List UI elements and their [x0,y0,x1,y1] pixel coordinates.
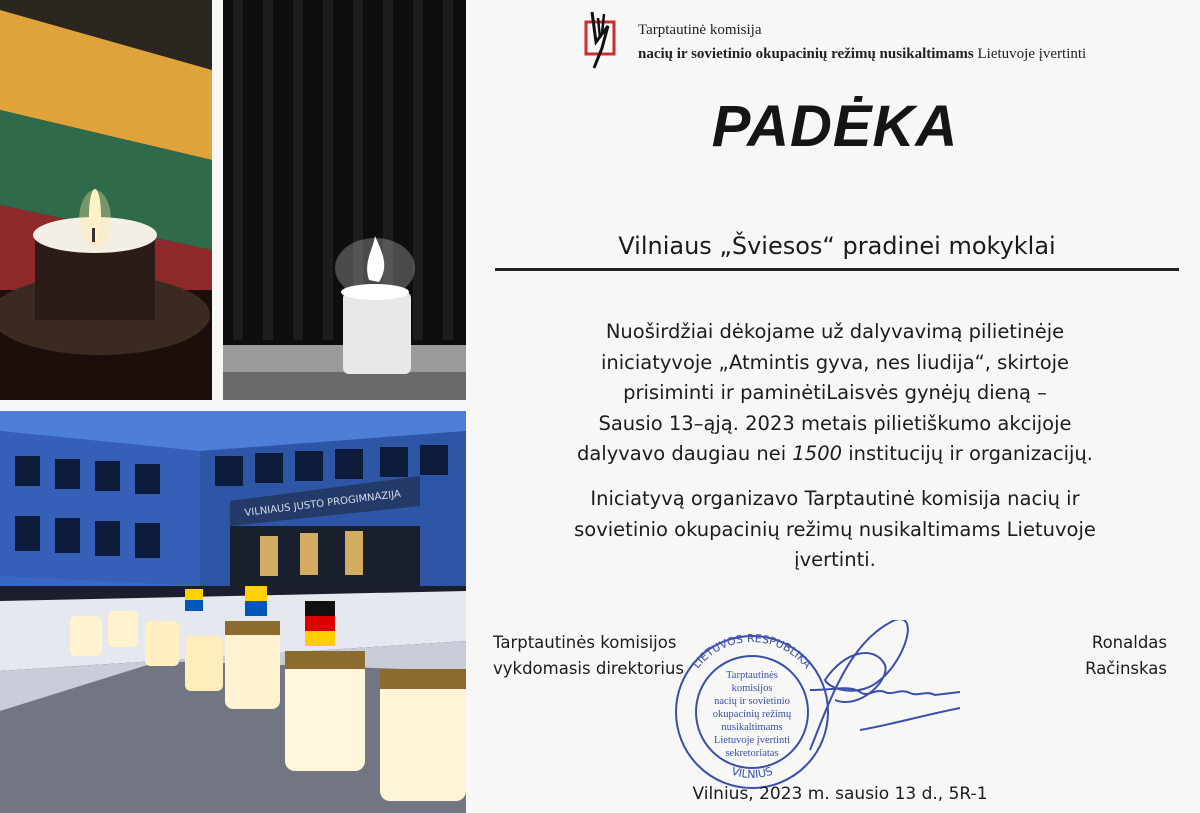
paragraph-text: dalyvavo daugiau nei [576,442,793,465]
window-candle-photo [223,0,466,400]
organization-name-line2 [638,46,1086,63]
paragraph-line: Iniciatyvą organizavo Tarptautinė komisija nacių ir [590,487,1080,510]
official-stamp [660,620,960,810]
stamp-inner-line: komisijos [731,683,773,694]
handwritten-signature [810,620,960,750]
svg-text:LIETUVOS RESPUBLIKA [690,632,814,671]
stamp-inner-line: Tarptautinės [726,670,778,681]
participant-count: 1500 [792,442,843,465]
organization-header [580,8,1180,72]
thanks-paragraph [480,317,1190,470]
paragraph-line: prisiminti ir paminėtiLaisvės gynėjų dieną – [623,381,1047,404]
signatory-first-name: Ronaldas [1091,633,1167,652]
stamp-inner-line: sekretoriatas [725,748,779,759]
recipient-underline [495,268,1179,271]
stamp-outer-bottom: VILNIUS [729,764,775,782]
organization-name-line1: Tarptautinė komisija [638,22,762,38]
organization-name-bold: nacių ir sovietinio okupacinių režimų nusikaltimams [638,46,974,62]
signatory-last-name: Račinskas [1085,659,1167,678]
page-title: PADĖKA [711,94,959,159]
signatory-role-line1: Tarptautinės komisijos [493,633,677,652]
school-candles-photo [0,411,466,813]
candle-flag-photo [0,0,212,400]
paragraph-line [480,439,1190,470]
paragraph-line: Sausio 13–ąją. 2023 metais pilietiškumo akcijoje [598,411,1072,435]
paragraph-line: iniciatyvoje „Atmintis gyva, nes liudija“, skirtoje [600,350,1070,374]
document-footer: Vilnius, 2023 m. sausio 13 d., 5R-1 [692,784,988,804]
organization-name-rest: Lietuvoje įvertinti [977,46,1087,62]
stamp-inner-line: nacių ir sovietinio [714,696,790,707]
signatory-name [1085,630,1167,682]
svg-text:VILNIAUS JUSTO PROGIMNAZIJA: VILNIAUS JUSTO PROGIMNAZIJA [244,488,402,519]
paragraph-line: sovietinio okupacinių režimų nusikaltimams Lietuvoje [574,517,1096,541]
organizer-paragraph [480,484,1190,576]
stamp-inner-line: okupacinių režimų [712,709,792,720]
stamp-outer-top: LIETUVOS RESPUBLIKA [689,631,814,671]
paragraph-text: institucijų ir organizacijų. [842,442,1093,465]
commission-logo-icon [580,8,620,72]
recipient-name: Vilniaus „Šviesos“ pradinei mokyklai [618,232,1056,260]
signatory-role-line2: vykdomasis direktorius [493,659,685,678]
signatory-role [493,630,684,682]
stamp-inner-line: nusikaltimams [721,722,783,733]
paragraph-line: įvertinti. [794,548,876,571]
stamp-inner-line: Lietuvoje įvertinti [713,735,791,746]
paragraph-line: Nuoširdžiai dėkojame už dalyvavimą pilietinėje [605,320,1065,343]
